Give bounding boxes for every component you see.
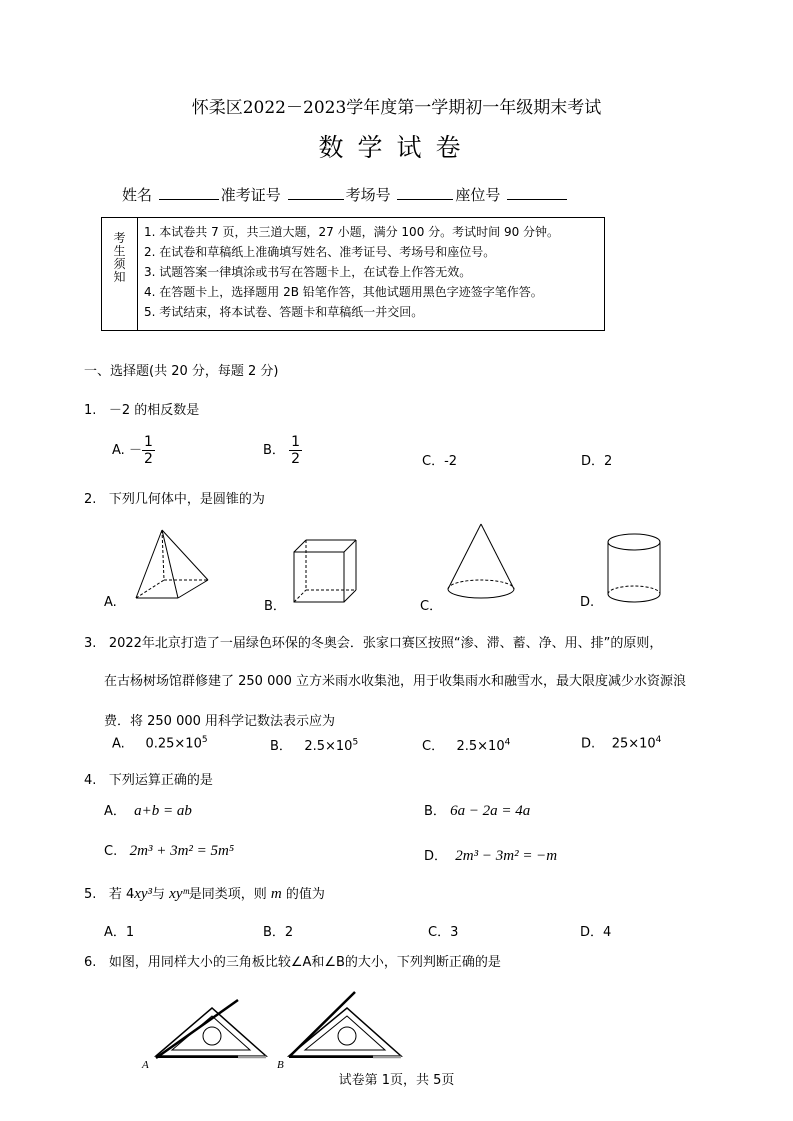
option-expression: 2m³ + 3m² = 5m⁵ — [129, 843, 235, 859]
q2-option-b-label: B． — [264, 599, 286, 614]
notice-label-char: 知 — [113, 270, 126, 284]
exponent: 4 — [655, 735, 662, 745]
question-text: 与 — [152, 887, 170, 902]
cylinder-figure — [605, 532, 663, 606]
angle-label-a: A — [142, 1059, 149, 1071]
angle-label-b: B — [277, 1059, 284, 1071]
question-1 — [84, 399, 199, 418]
exam-title: 怀柔区2022－2023学年度第一学期初一年级期末考试 — [191, 98, 602, 118]
question-text: 2022年北京打造了一届绿色环保的冬奥会．张家口赛区按照“渗、滞、蓄、净、用、排”的原则， — [108, 636, 663, 651]
notice-item: 5. 考试结束，将本试卷、答题卡和草稿纸一并交回。 — [144, 305, 424, 319]
q3-option-c — [422, 735, 510, 754]
notice-label-char: 考 — [113, 231, 126, 245]
name-label: 姓名 — [122, 186, 153, 204]
question-text: 若 4 — [108, 887, 135, 902]
question-text: －2 的相反数是 — [108, 403, 200, 418]
denominator: 2 — [143, 451, 153, 467]
question-number: 3. — [84, 636, 97, 651]
cube-figure — [292, 538, 358, 604]
candidate-info-line — [122, 184, 569, 205]
fraction — [289, 434, 302, 467]
option-label: D． — [424, 849, 448, 864]
name-blank — [159, 185, 219, 200]
notice-item: 2. 在试卷和草稿纸上准确填写姓名、准考证号、考场号和座位号。 — [144, 245, 496, 259]
cone-figure — [445, 522, 517, 602]
section-heading-choice: 一、选择题(共 20 分，每题 2 分) — [84, 364, 279, 379]
question-3-line-2: 在古杨树场馆群修建了 250 000 立方米雨水收集池，用于收集雨水和融雪水，最大限度减少水资源浪 — [104, 674, 687, 689]
exponent: 4 — [504, 737, 511, 748]
q1-option-b — [263, 434, 302, 467]
exam-subtitle: 数学试卷 — [318, 133, 475, 162]
option-label: D. — [581, 736, 596, 752]
option-label: A． — [104, 804, 126, 819]
math-term: xyᵐ — [169, 886, 189, 902]
q5-option-b: B．2 — [263, 925, 294, 940]
option-value: 0.25×10 — [145, 736, 202, 752]
numerator: 1 — [143, 434, 153, 450]
question-text: 下列运算正确的是 — [108, 773, 213, 788]
question-text: 下列几何体中，是圆锥的为 — [108, 492, 265, 507]
q4-option-d — [424, 845, 557, 865]
question-number: 5. — [84, 887, 97, 902]
question-2 — [84, 488, 265, 507]
set-square-angle-a-figure — [140, 998, 270, 1072]
notice-items — [144, 222, 559, 322]
question-number: 2. — [84, 492, 97, 507]
q2-option-a-label: A. — [104, 595, 117, 610]
option-label: B． — [270, 739, 292, 754]
question-4 — [84, 769, 213, 788]
notice-label-char: 生 — [113, 244, 126, 258]
q3-option-b — [270, 735, 358, 754]
question-3-line-1 — [84, 632, 662, 651]
question-text: 是同类项，则 — [188, 887, 271, 902]
q4-option-b — [424, 800, 530, 820]
exam-id-blank — [288, 185, 344, 200]
q1-option-c: C．-2 — [422, 454, 458, 469]
set-square-angle-b-figure — [275, 990, 405, 1072]
option-label: B． — [263, 443, 285, 458]
minus-sign: － — [128, 443, 142, 458]
exponent: 5 — [352, 737, 359, 748]
q3-option-d — [581, 735, 661, 751]
q5-option-d: D．4 — [580, 925, 612, 940]
exponent: 5 — [201, 735, 208, 745]
q2-option-d-label: D. — [580, 595, 595, 610]
page-footer: 试卷第 1页，共 5页 — [338, 1073, 455, 1088]
q2-option-c-label: C． — [420, 599, 443, 614]
pyramid-figure — [134, 528, 210, 604]
option-label: A. — [112, 736, 125, 752]
q4-option-a — [104, 800, 192, 820]
option-expression: 2m³ − 3m² = −m — [455, 848, 558, 864]
math-variable: m — [270, 886, 282, 902]
exam-notice-box — [101, 217, 605, 331]
question-6 — [84, 951, 501, 970]
question-number: 6. — [84, 955, 97, 970]
question-5 — [84, 883, 325, 903]
q4-option-c — [104, 843, 234, 860]
notice-item: 1. 本试卷共 7 页，共三道大题，27 小题，满分 100 分。考试时间 90 分钟。 — [144, 225, 560, 239]
math-term: xy³ — [134, 886, 153, 902]
option-expression: a+b = ab — [134, 803, 192, 819]
option-value: 2.5×10 — [456, 739, 505, 754]
notice-label-char: 须 — [113, 257, 126, 271]
question-3-line-3: 费．将 250 000 用科学记数法表示应为 — [104, 714, 336, 729]
q1-option-d: D．2 — [581, 454, 613, 469]
question-number: 1. — [84, 403, 97, 418]
notice-item: 3. 试题答案一律填涂或书写在答题卡上，在试卷上作答无效。 — [144, 265, 472, 279]
option-value: 25×10 — [611, 736, 656, 752]
room-label: 考场号 — [345, 186, 391, 204]
question-text: 的值为 — [281, 887, 325, 902]
room-blank — [397, 185, 453, 200]
question-text: 如图，用同样大小的三角板比较∠A和∠B的大小，下列判断正确的是 — [108, 955, 501, 970]
notice-item: 4. 在答题卡上，选择题用 2B 铅笔作答，其他试题用黑色字迹签字笔作答。 — [144, 285, 543, 299]
notice-label — [102, 218, 138, 330]
seat-label: 座位号 — [455, 186, 501, 204]
denominator: 2 — [291, 451, 300, 467]
q3-option-a — [112, 735, 208, 751]
numerator: 1 — [291, 434, 300, 450]
q5-option-c: C．3 — [428, 925, 459, 940]
seat-blank — [507, 185, 567, 200]
question-number: 4. — [84, 773, 97, 788]
option-value: 2.5×10 — [304, 739, 353, 754]
fraction — [142, 434, 155, 467]
option-label: C. — [104, 844, 118, 859]
option-expression: 6a − 2a = 4a — [450, 803, 531, 819]
option-label: B． — [424, 804, 446, 819]
q1-option-a — [112, 434, 155, 467]
q5-option-a: A．1 — [104, 925, 135, 940]
exam-id-label: 准考证号 — [220, 186, 281, 204]
option-label: A. — [112, 443, 125, 458]
option-label: C． — [422, 739, 445, 754]
